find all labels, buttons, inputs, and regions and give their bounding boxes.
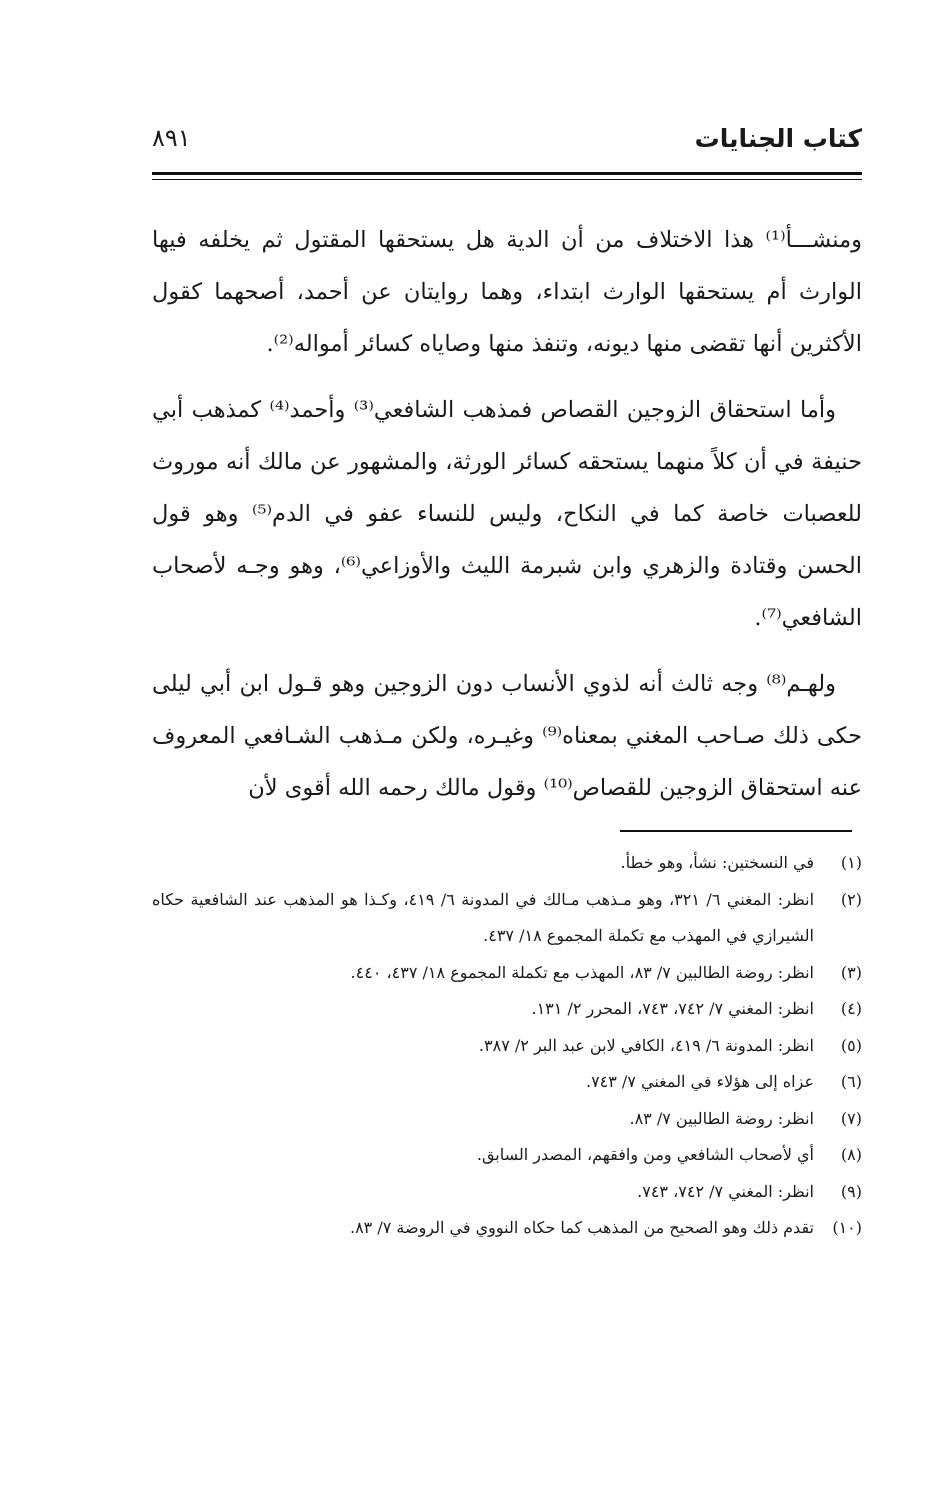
footnote-7	[152, 1101, 862, 1138]
footnote-separator	[620, 830, 852, 832]
footnote-number: (٩)	[840, 1181, 862, 1201]
footnote-text: انظر: روضة الطالبين ٧/ ٨٣.	[629, 1108, 814, 1128]
footnote-text: انظر: المغني ٧/ ٧٤٢، ٧٤٣.	[637, 1181, 814, 1201]
footnote-number: (٥)	[840, 1035, 862, 1055]
footnote-1	[152, 845, 862, 882]
page-number: ٨٩١	[152, 124, 191, 152]
footnotes	[152, 845, 862, 1247]
footnote-number: (٧)	[840, 1108, 862, 1128]
footnote-8	[152, 1137, 862, 1174]
header-rule-thick	[152, 172, 862, 175]
footnote-text: عزاه إلى هؤلاء في المغني ٧/ ٧٤٣.	[585, 1072, 814, 1091]
footnote-text: تقدم ذلك وهو الصحيح من المذهب كما حكاه النووي في الروضة ٧/ ٨٣.	[349, 1218, 814, 1237]
footnote-number: (١)	[840, 853, 862, 872]
paragraph-2: وأما استحقاق الزوجين القصاص فمذهب الشافعي⁽³⁾ وأحمد⁽⁴⁾ كمذهب أبي حنيفة في أن كلاً منهما يستحقه كسائر الورثة، والمشهور عن مالك أنه موروث للعصبات خاصة كما في النكاح، وليس للنساء عفو في الدم⁽⁵⁾ وهو قول الحسن وقتادة والزهري وابن شبرمة الليث والأوزاعي⁽⁶⁾، وهو وجـه لأصحاب الشافعي⁽⁷⁾.	[152, 397, 862, 631]
footnote-text: انظر: المدونة ٦/ ٤١٩، الكافي لابن عبد البر ٢/ ٣٨٧.	[478, 1035, 814, 1055]
footnote-number: (٦)	[840, 1072, 862, 1091]
footnote-text: انظر: المغني ٧/ ٧٤٢، ٧٤٣، المحرر ٢/ ١٣١.	[531, 999, 814, 1018]
page-header	[152, 124, 862, 164]
footnote-number: (٤)	[840, 999, 862, 1018]
footnote-9	[152, 1174, 862, 1211]
chapter-title: كتاب الجنايات	[694, 124, 862, 153]
footnote-5	[152, 1028, 862, 1065]
footnote-text: في النسختين: نشأ، وهو خطأ.	[620, 853, 814, 872]
footnote-number: (٢)	[840, 889, 862, 909]
footnote-text: أي لأصحاب الشافعي ومن وافقهم، المصدر السابق.	[476, 1145, 814, 1164]
footnote-number: (٣)	[840, 962, 862, 982]
footnote-number: (٨)	[840, 1145, 862, 1164]
main-text	[152, 214, 862, 828]
footnote-4	[152, 991, 862, 1028]
footnote-10	[152, 1210, 862, 1247]
footnote-3	[152, 955, 862, 992]
paragraph-1: ومنشـــأ⁽¹⁾ هذا الاختلاف من أن الدية هل يستحقها المقتول ثم يخلفه فيها الوارث أم يستحقها الوارث ابتداء، وهما روايتان عن أحمد، أصحهما كقول الأكثرين أنها تقضى منها ديونه، وتنفذ منها وصاياه كسائر أمواله⁽²⁾.	[152, 227, 862, 357]
footnote-2	[152, 882, 862, 955]
footnote-6	[152, 1064, 862, 1101]
paragraph-3: ولهـم⁽⁸⁾ وجه ثالث أنه لذوي الأنساب دون الزوجين وهو قـول ابن أبي ليلى حكى ذلك صـاحب المغني بمعناه⁽⁹⁾ وغيـره، ولكن مـذهب الشـافعي المعروف عنه استحقاق الزوجين للقصاص⁽¹⁰⁾ وقول مالك رحمه الله أقوى لأن	[152, 671, 862, 801]
header-rule-thin	[152, 179, 862, 180]
footnote-text: انظر: المغني ٦/ ٣٢١، وهو مـذهب مـالك في المدونة ٦/ ٤١٩، وكـذا هو المذهب عند الشافعية حكاه الشيرازي في المهذب مع تكملة المجموع ١٨/ ٤٣٧.	[152, 889, 815, 945]
footnote-text: انظر: روضة الطالبين ٧/ ٨٣، المهذب مع تكملة المجموع ١٨/ ٤٣٧، ٤٤٠.	[350, 962, 814, 982]
footnote-number: (١٠)	[832, 1218, 862, 1237]
